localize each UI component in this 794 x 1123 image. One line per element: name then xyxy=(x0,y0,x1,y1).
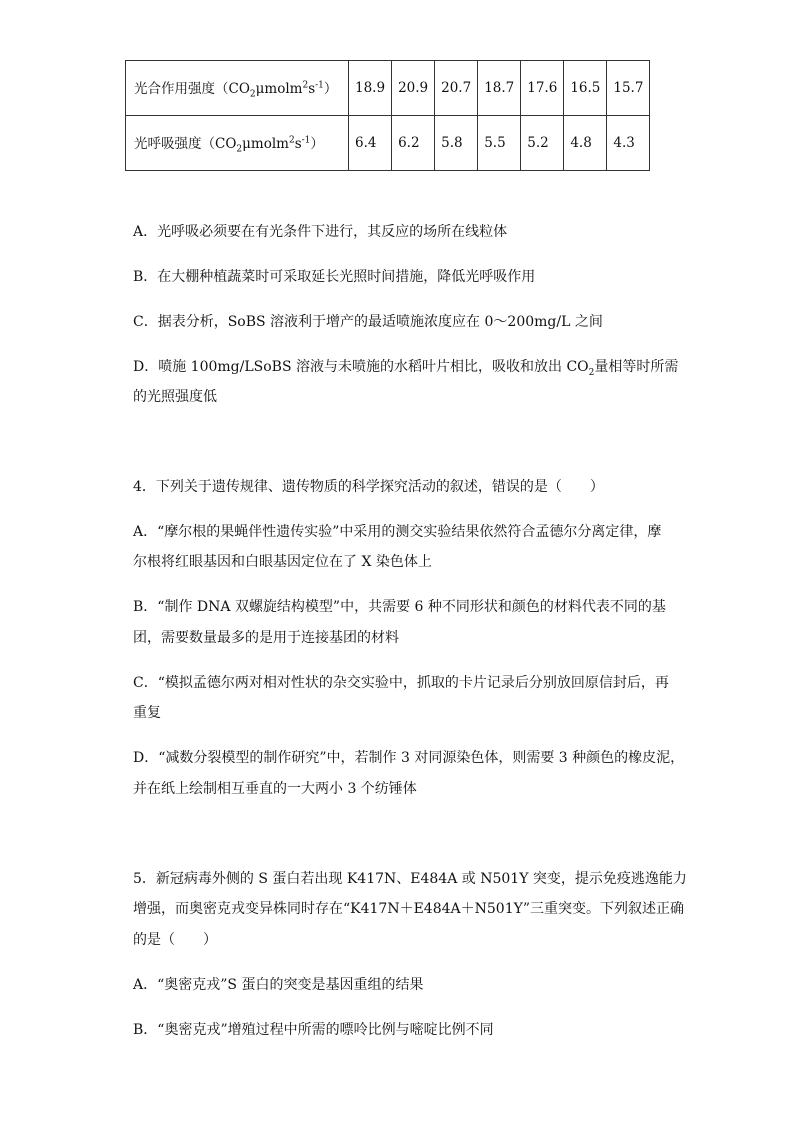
row-label-part: 光合作用强度（CO xyxy=(134,80,250,97)
row-label-part: 2 xyxy=(236,144,243,155)
table-cell: 15.7 xyxy=(607,61,650,116)
table-cell: 4.8 xyxy=(564,116,607,171)
table-cell: 6.2 xyxy=(392,116,435,171)
q3-option-d-line2: 的光照强度低 xyxy=(133,389,217,405)
table-cell: 6.4 xyxy=(349,116,392,171)
table-cell: 5.8 xyxy=(435,116,478,171)
table-cell: 20.7 xyxy=(435,61,478,116)
q3-d-text-pre: D．喷施 100mg/LSoBS 溶液与未喷施的水稻叶片相比，吸收和放出 CO xyxy=(133,359,589,375)
row-label-part: μmolm xyxy=(242,135,289,152)
q3-option-b: B．在大棚种植蔬菜时可采取延长光照时间措施，降低光呼吸作用 xyxy=(133,269,536,285)
q4-option-c-line2: 重复 xyxy=(133,705,161,721)
row-label-part: -1 xyxy=(301,135,311,146)
row-label-part: ） xyxy=(323,80,338,97)
q3-option-a: A．光呼吸必须要在有光条件下进行，其反应的场所在线粒体 xyxy=(133,224,508,240)
q5-stem-line3: 的是（ ） xyxy=(133,932,217,948)
row-label-part: s xyxy=(308,80,316,97)
q4-option-c-line1: C．“模拟孟德尔两对相对性状的杂交实验中，抓取的卡片记录后分别放回原信封后，再 xyxy=(133,675,669,691)
q4-option-a-line2: 尔根将红眼基因和白眼基因定位在了 X 染色体上 xyxy=(133,554,432,570)
q5-option-a: A．“奥密克戎”S 蛋白的突变是基因重组的结果 xyxy=(133,977,424,993)
table-cell: 5.2 xyxy=(521,116,564,171)
q3-d-subscript: 2 xyxy=(588,367,595,378)
data-table xyxy=(125,60,650,171)
table-cell: 18.9 xyxy=(349,61,392,116)
q4-option-b-line2: 团，需要数量最多的是用于连接基团的材料 xyxy=(133,630,399,646)
q4-option-a-line1: A．“摩尔根的果蝇伴性遗传实验”中采用的测交实验结果依然符合孟德尔分离定律，摩 xyxy=(133,524,662,540)
table-cell: 16.5 xyxy=(564,61,607,116)
row-label-part: s xyxy=(294,135,302,152)
row-label xyxy=(126,116,349,171)
table-cell: 20.9 xyxy=(392,61,435,116)
q3-option-d-line1 xyxy=(133,357,678,383)
table-cell: 5.5 xyxy=(478,116,521,171)
q4-stem: 4．下列关于遗传规律、遗传物质的科学探究活动的叙述，错误的是（ ） xyxy=(133,479,604,495)
q3-option-c: C．据表分析，SoBS 溶液利于增产的最适喷施浓度应在 0～200mg/L 之间 xyxy=(133,314,603,330)
row-label-part: 2 xyxy=(288,135,295,146)
row-label-part: 2 xyxy=(249,89,256,100)
q4-option-d-line1: D．“减数分裂模型的制作研究”中，若制作 3 对同源染色体，则需要 3 种颜色的橡皮泥， xyxy=(133,750,685,766)
row-label-part: 光呼吸强度（CO xyxy=(134,135,237,152)
q4-option-b-line1: B．“制作 DNA 双螺旋结构模型”中，共需要 6 种不同形状和颜色的材料代表不同的基 xyxy=(133,599,666,615)
q5-option-b: B．“奥密克戎”增殖过程中所需的嘌呤比例与嘧啶比例不同 xyxy=(133,1022,494,1038)
q5-stem-line1: 5．新冠病毒外侧的 S 蛋白若出现 K417N、E484A 或 N501Y 突变，提示免疫逃逸能力 xyxy=(133,871,687,887)
q5-stem-line2: 增强，而奥密克戎变异株同时存在“K417N＋E484A＋N501Y”三重突变。下列叙述正确 xyxy=(133,901,685,917)
row-label xyxy=(126,61,349,116)
row-label-part: -1 xyxy=(315,80,324,91)
q4-option-d-line2: 并在纸上绘制相互垂直的一大两小 3 个纺锤体 xyxy=(133,781,417,797)
row-label-part: μmolm xyxy=(255,80,303,97)
row-label-part: 2 xyxy=(302,80,309,91)
q3-d-text-post: 量相等时所需 xyxy=(594,359,679,375)
table-row xyxy=(126,116,650,171)
table-cell: 4.3 xyxy=(607,116,650,171)
table-cell: 18.7 xyxy=(478,61,521,116)
table-row xyxy=(126,61,650,116)
row-label-part: ） xyxy=(310,135,324,152)
table-cell: 17.6 xyxy=(521,61,564,116)
